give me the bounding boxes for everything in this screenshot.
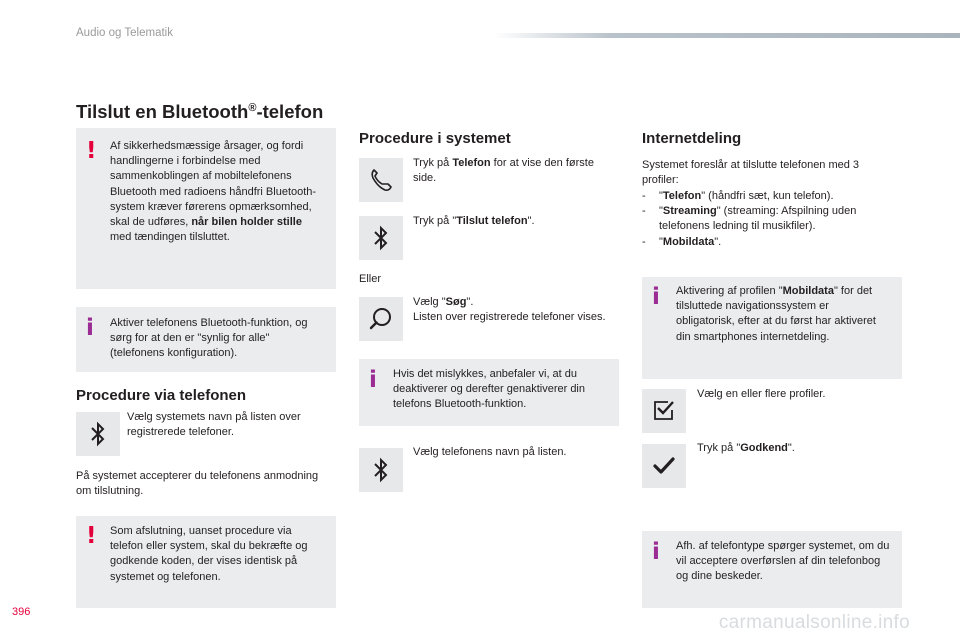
step-text: Tryk på "Tilslut telefon".: [413, 215, 535, 227]
info-box: [642, 531, 902, 608]
section-heading-system: Procedure i systemet: [359, 130, 511, 147]
info-icon: i: [86, 315, 94, 341]
bluetooth-icon: [359, 216, 403, 260]
eller-label: Eller: [359, 273, 382, 285]
info-box: [359, 359, 619, 426]
info-text: Aktiver telefonens Bluetooth-funktion, og sørg for at den er "synlig for alle" (telefonens konfiguration).: [110, 317, 308, 360]
warning-text: Af sikkerhedsmæssige årsager, og fordi handlingerne i forbindelse med sammenkoblingen af mobiltelefonens Bluetooth med radioens håndfri Bluetooth-system kræver førerens opmærksomhed, skal de udføres, når bilen holder stille med tændingen tilsluttet.: [110, 140, 317, 244]
info-text: Hvis det mislykkes, anbefaler vi, at du deaktiverer og derefter genaktiverer din telefons Bluetooth-funktion.: [393, 368, 585, 411]
bluetooth-icon: [359, 448, 403, 492]
info-text: Aktivering af profilen "Mobildata" for det tilsluttede navigationssystem er obligatorisk, efter at du først har aktiveret din smartphones internetdeling.: [676, 285, 876, 343]
step-text: Vælg en eller flere profiler.: [697, 388, 826, 400]
page-title: Tilslut en Bluetooth®-telefon: [76, 101, 324, 122]
header-rule: [494, 33, 960, 38]
search-icon: [359, 297, 403, 341]
paragraph: På systemet accepterer du telefonens anmodning om tilslutning.: [76, 470, 319, 498]
checkmark-icon: [642, 444, 686, 488]
warning-icon: !: [86, 138, 97, 164]
step-text: Vælg telefonens navn på listen.: [413, 446, 567, 458]
bluetooth-icon: [76, 412, 120, 456]
info-icon: i: [369, 367, 377, 393]
list-item: - "Telefon" (håndfri sæt, kun telefon).: [642, 190, 834, 202]
step-text: Tryk på Telefon for at vise den første side.: [413, 157, 594, 185]
step-text: Vælg systemets navn på listen over registrerede telefoner.: [127, 411, 301, 439]
checkbox-icon: [642, 389, 686, 433]
profile-list: [642, 189, 904, 250]
section-heading-phone: Procedure via telefonen: [76, 387, 247, 404]
warning-box: [76, 128, 336, 289]
warning-icon: !: [86, 523, 97, 549]
page-number: 396: [12, 606, 31, 618]
phone-handset-icon: [359, 158, 403, 202]
section-header: Audio og Telematik: [76, 27, 173, 39]
step-text: Tryk på "Godkend".: [697, 442, 795, 454]
info-text: Afh. af telefontype spørger systemet, om du vil acceptere overførslen af din telefonbog og dine beskeder.: [676, 540, 890, 583]
warning-text: Som afslutning, uanset procedure via telefon eller system, skal du bekræfte og godkende koden, der vises identisk på systemet og telefonen.: [110, 525, 308, 583]
list-item: - "Mobildata".: [642, 235, 722, 248]
list-item: - "Streaming" (streaming: Afspilning uden telefonens ledning til musikfiler).: [642, 205, 857, 233]
info-icon: i: [652, 284, 660, 310]
info-icon: i: [652, 539, 660, 565]
info-box: [76, 307, 336, 372]
step-text: Vælg "Søg". Listen over registrerede telefoner vises.: [413, 296, 606, 324]
section-heading-internet: Internetdeling: [642, 130, 742, 147]
intro-text: Systemet foreslår at tilslutte telefonen med 3 profiler:: [642, 159, 860, 187]
info-box: [642, 277, 902, 379]
watermark: carmanualsonline.info: [718, 612, 910, 633]
warning-box: [76, 516, 336, 608]
